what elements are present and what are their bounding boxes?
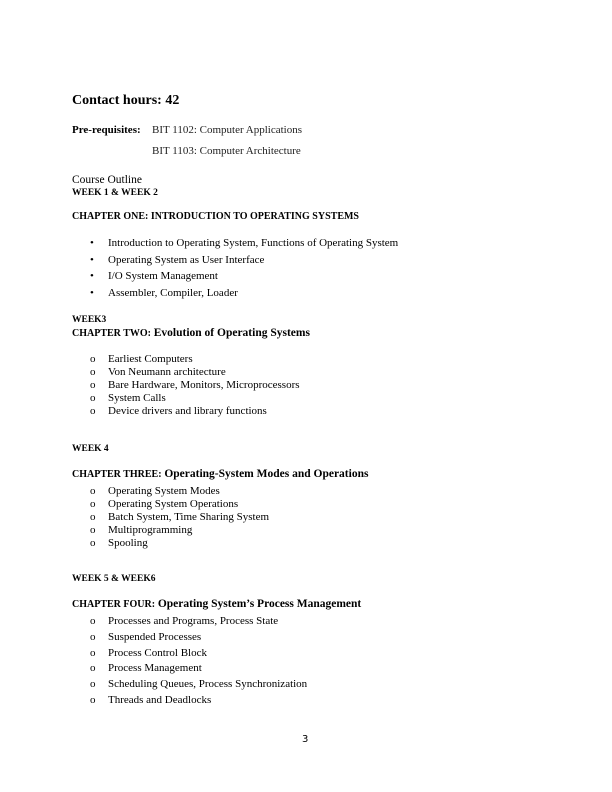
list-item: o Von Neumann architecture — [90, 366, 226, 378]
list-item: o Operating System Operations — [90, 498, 239, 510]
week-label: WEEK 4 — [72, 444, 109, 454]
chapter-heading: CHAPTER ONE: INTRODUCTION TO OPERATING SYSTEMS — [72, 211, 359, 222]
bullet-marker: o — [90, 678, 96, 691]
list-item: o Batch System, Time Sharing System — [90, 511, 270, 523]
week-label: WEEK 1 & WEEK 2 — [72, 188, 158, 198]
bullet-marker: o — [90, 485, 96, 497]
prerequisites-label: Pre-requisites: — [72, 124, 141, 136]
contact-hours: Contact hours: 42 — [72, 93, 180, 108]
bullet-marker: o — [90, 392, 96, 404]
bullet-marker: o — [90, 630, 96, 643]
bullet-marker: • — [90, 286, 94, 299]
list-item: o System Calls — [90, 392, 166, 404]
list-item: • Assembler, Compiler, Loader — [90, 286, 238, 299]
bullet-marker: o — [90, 511, 96, 523]
list-item: o Suspended Processes — [90, 630, 202, 643]
chapter-number: CHAPTER FOUR: — [72, 599, 156, 610]
course-outline-heading: Course Outline — [72, 174, 142, 186]
bullet-marker: • — [90, 237, 94, 249]
bullet-marker: • — [90, 253, 94, 266]
chapter-topic-list — [90, 485, 269, 550]
bullet-marker: o — [90, 353, 96, 365]
prerequisite-item: BIT 1102: Computer Applications — [152, 124, 303, 136]
list-item: o Process Control Block — [90, 646, 207, 659]
bullet-marker: o — [90, 615, 96, 627]
chapter-title: Operating System’s Process Management — [157, 598, 362, 610]
bullet-marker: o — [90, 662, 96, 675]
list-item: o Threads and Deadlocks — [90, 693, 212, 706]
bullet-marker: o — [90, 524, 96, 536]
bullet-marker: o — [90, 498, 96, 510]
chapter-topic-list — [90, 237, 398, 303]
prerequisite-item: BIT 1103: Computer Architecture — [152, 145, 301, 157]
list-item: o Spooling — [90, 537, 148, 549]
bullet-marker: o — [90, 693, 96, 706]
chapter-title: Evolution of Operating Systems — [153, 327, 310, 339]
chapter-heading — [72, 598, 361, 610]
list-item: o Earliest Computers — [90, 353, 193, 365]
chapter-topic-list — [90, 615, 307, 710]
list-item: o Processes and Programs, Process State — [90, 615, 279, 627]
list-item: o Device drivers and library functions — [90, 405, 267, 417]
bullet-marker: o — [90, 379, 96, 391]
chapter-number: CHAPTER TWO: — [72, 328, 151, 339]
list-item: • Introduction to Operating System, Functions of Operating System — [90, 237, 399, 249]
bullet-marker: • — [90, 270, 94, 282]
list-item: • I/O System Management — [90, 270, 218, 282]
chapter-heading — [72, 327, 310, 339]
bullet-marker: o — [90, 366, 96, 378]
list-item: • Operating System as User Interface — [90, 253, 265, 266]
list-item: o Scheduling Queues, Process Synchronization — [90, 678, 308, 691]
list-item: o Process Management — [90, 662, 202, 675]
bullet-marker: o — [90, 405, 96, 417]
chapter-topic-list — [90, 353, 300, 418]
week-label: WEEK3 — [72, 315, 107, 325]
list-item: o Bare Hardware, Monitors, Microprocessors — [90, 379, 300, 391]
chapter-number: CHAPTER THREE: — [72, 469, 162, 480]
chapter-title: Operating-System Modes and Operations — [164, 468, 369, 480]
list-item: o Operating System Modes — [90, 485, 220, 497]
page-number: 3 — [302, 734, 309, 745]
list-item: o Multiprogramming — [90, 524, 193, 536]
bullet-marker: o — [90, 646, 96, 659]
week-label: WEEK 5 & WEEK6 — [72, 574, 156, 584]
bullet-marker: o — [90, 537, 96, 549]
chapter-heading — [72, 468, 368, 480]
